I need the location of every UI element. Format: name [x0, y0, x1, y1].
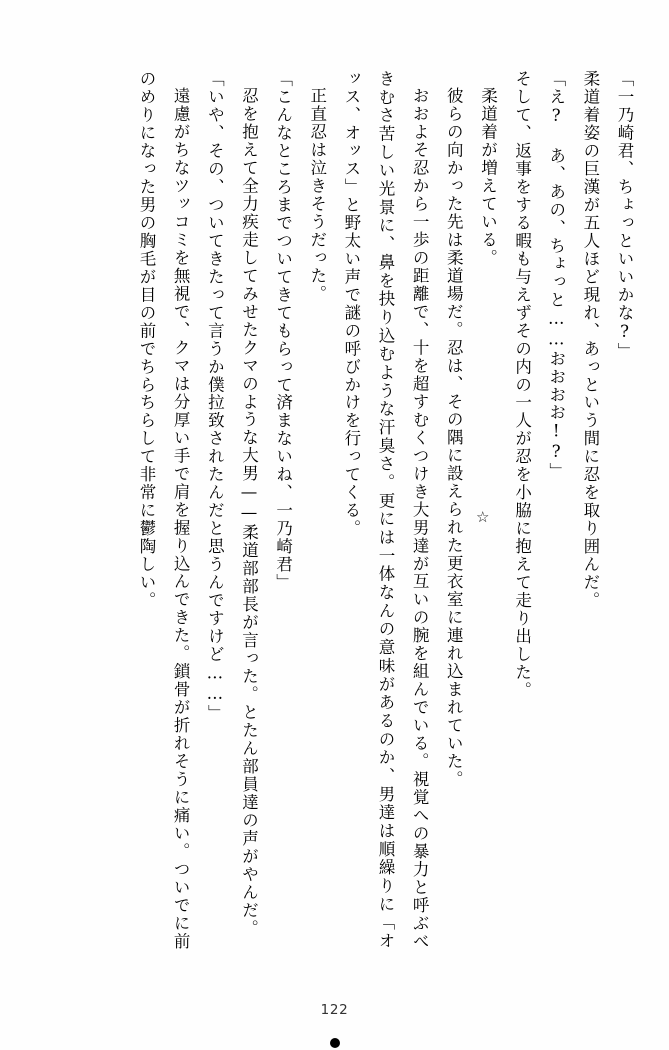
paragraph-7: おおよそ忍から一歩の距離で、十を超すむくつけき大男達が互いの腕を組んでいる。視覚への暴力と呼ぶべきむさ苦しい光景に、鼻を抉り込むような汗臭さ。更には一体なんの意味があるのか、男達は順繰りに「オッス、オッス」と野太い声で謎の呼びかけを行ってくる。 — [341, 70, 430, 950]
body-text-vertical — [30, 70, 641, 950]
paragraph-5: 柔道着が増えている。 — [478, 86, 498, 267]
bottom-print-mark — [330, 1038, 340, 1048]
paragraph-1: 「一乃崎君、ちょっといいかな?」 — [615, 70, 634, 361]
paragraph-12: 遠慮がちなツッコミを無視で、クマは分厚い手で肩を握り込んできた。鎖骨が折れそうに痛い。ついでに前のめりになった男の胸毛が目の前でちらちらして非常に鬱陶しい。 — [137, 70, 191, 950]
paragraph-3: 「え? あ、あの、ちょっと……おおおお!?」 — [546, 70, 566, 481]
paragraph-6: 彼らの向かった先は柔道場だ。忍は、その隅に設えられた更衣室に連れ込まれていた。 — [444, 86, 464, 788]
paragraph-11: 「いや、その、ついてきたって言うか僕拉致されたんだと思うんですけど……」 — [205, 70, 225, 723]
scene-break-ornament: ☆ — [476, 508, 490, 526]
paragraph-10: 忍を抱えて全力疾走してみせたクマのような大男——柔道部部長が言った。とたん部員達の声がやんだ。 — [239, 86, 259, 937]
page-number: 122 — [320, 1002, 349, 1018]
paragraph-2: 柔道着姿の巨漢が五人ほど現れ、あっという間に忍を取り囲んだ。 — [580, 70, 600, 610]
paragraph-9: 「こんなところまでついてきてもらって済まないね、一乃崎君」 — [273, 70, 293, 592]
paragraph-4: そして、返事をする暇も与えずその内の一人が忍を小脇に抱えて走り出した。 — [512, 70, 532, 700]
paragraph-8: 正直忍は泣きそうだった。 — [307, 86, 327, 303]
